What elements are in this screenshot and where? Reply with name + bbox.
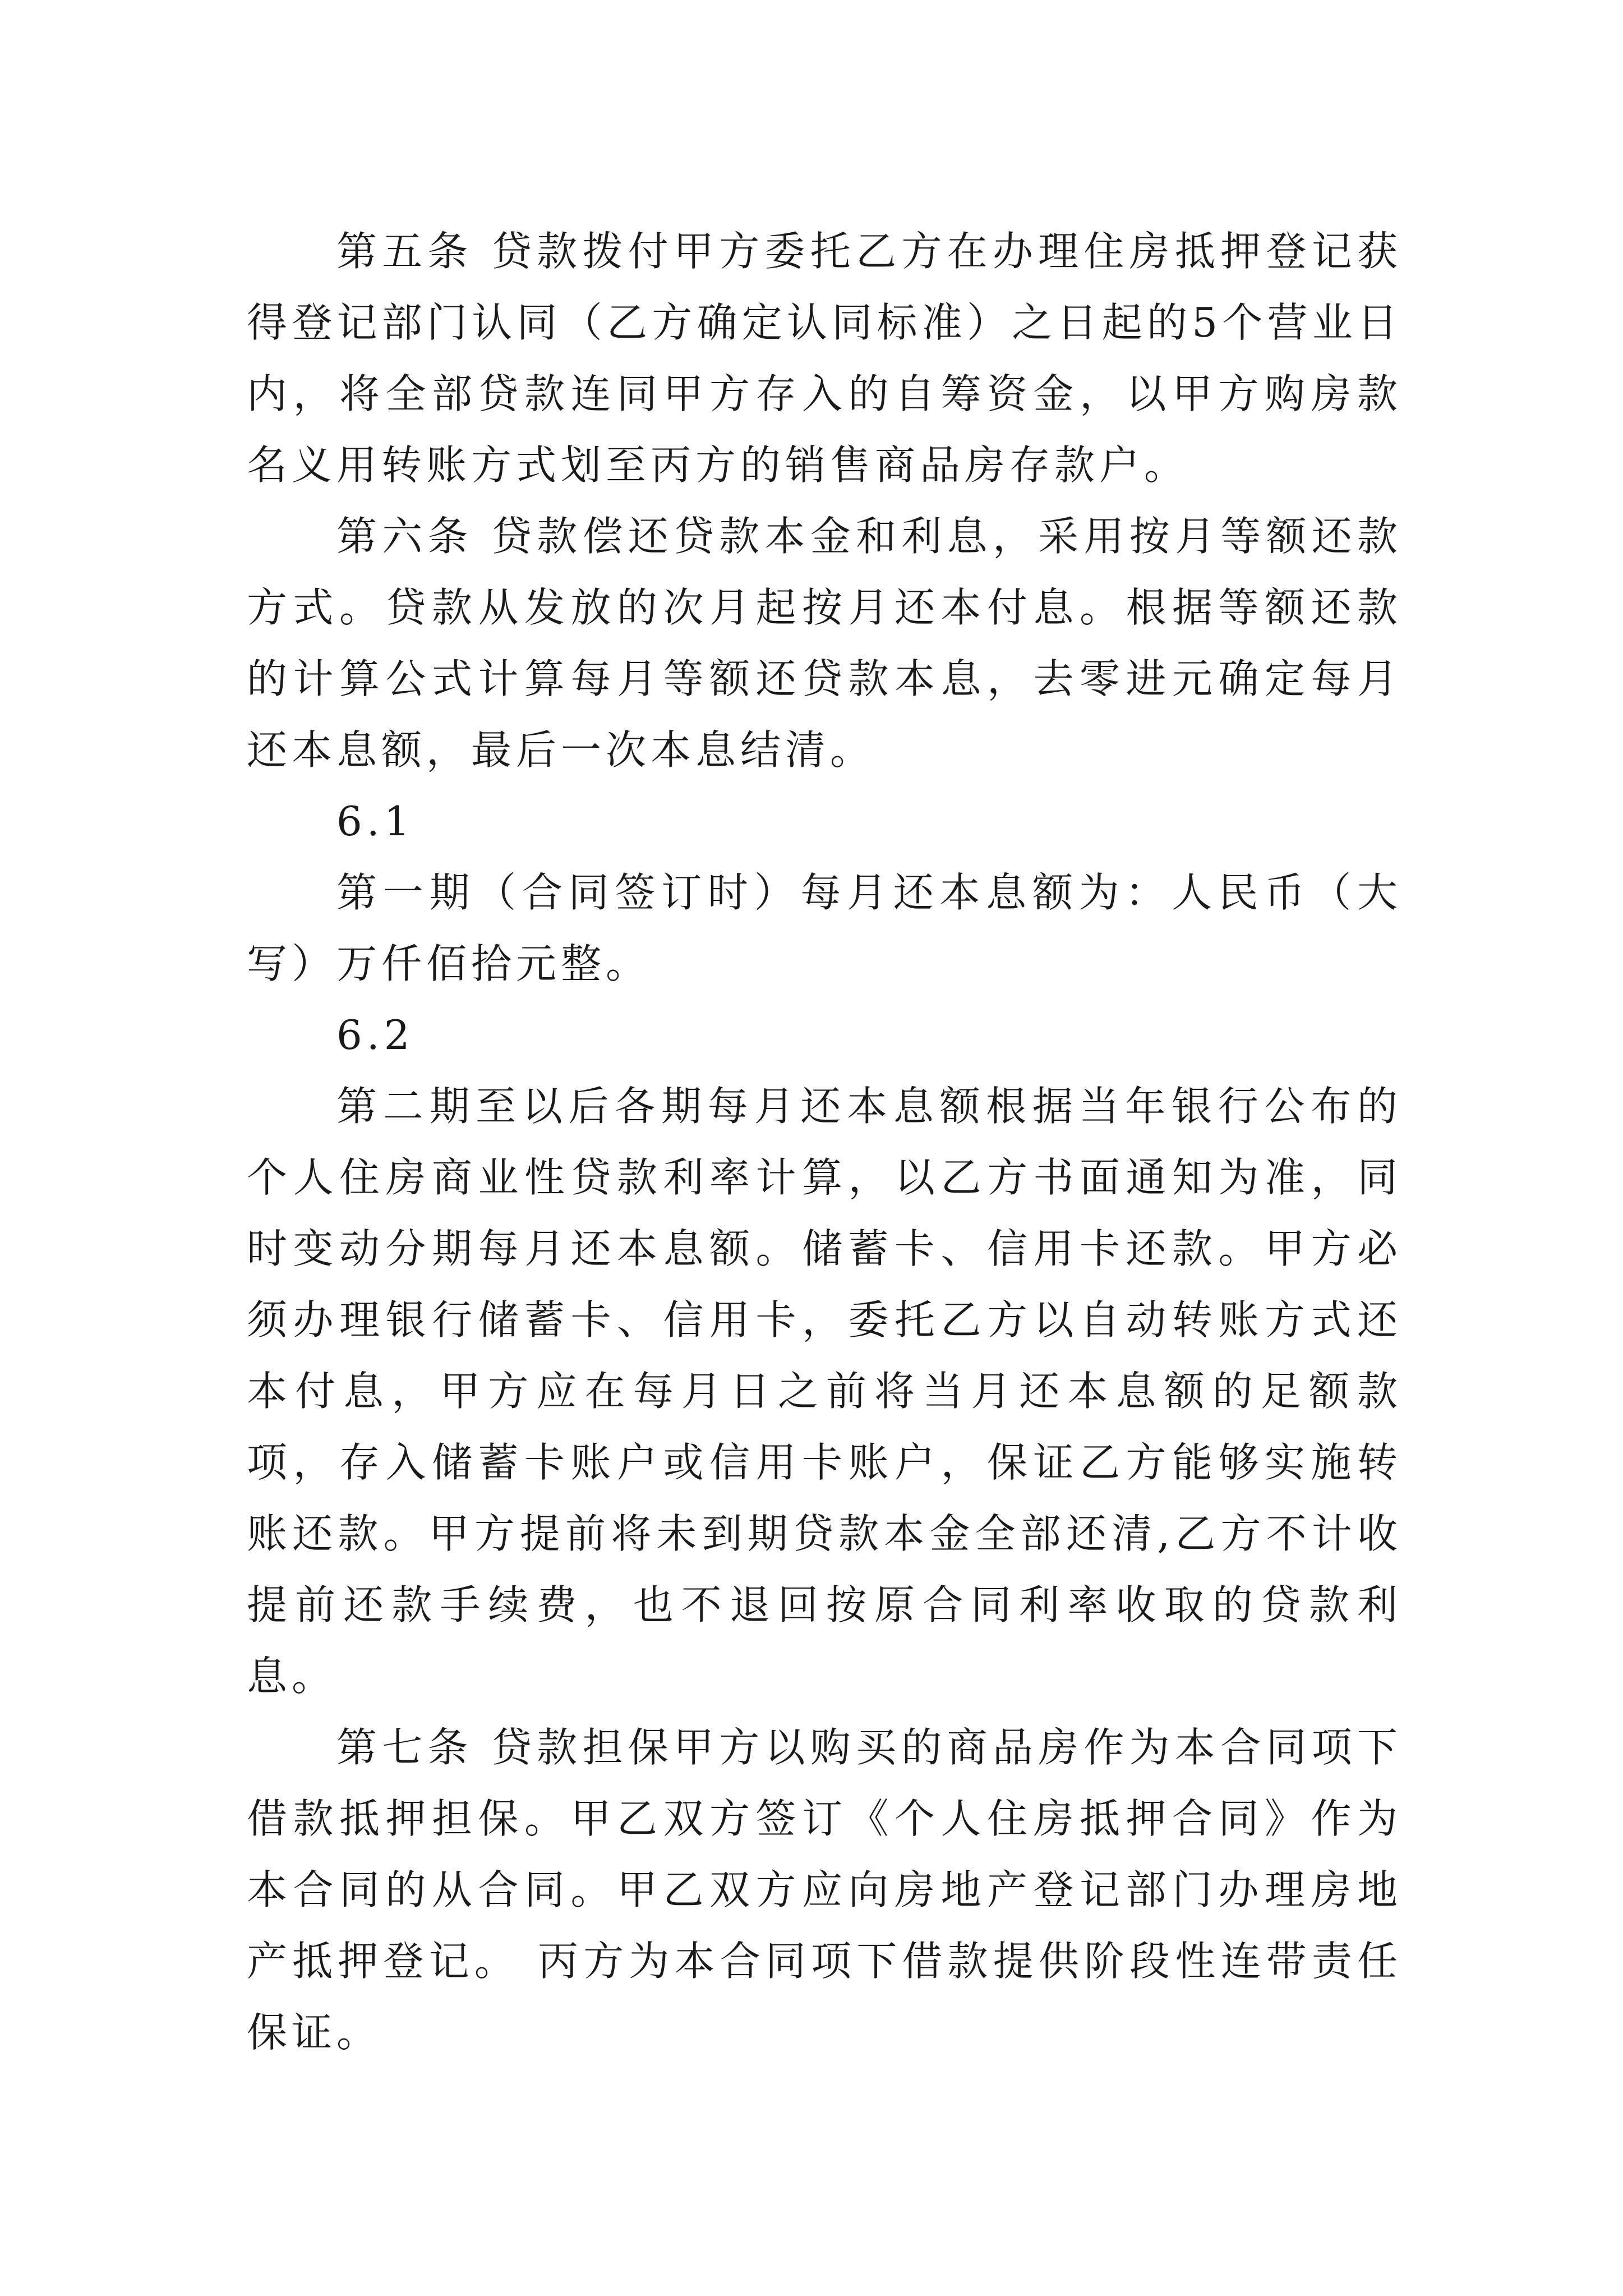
clause-6-2-number: 6.2 bbox=[336, 1011, 414, 1059]
document-body bbox=[247, 216, 1402, 2068]
article-6-paragraph: 第六条 贷款偿还贷款本金和利息，采用按月等额还款方式。贷款从发放的次月起按月还本付息。根据等额还款的计算公式计算每月等额还贷款本息，去零进元确定每月还本息额，最后一次本息结清。 bbox=[247, 513, 1402, 774]
clause-6-1-number: 6.1 bbox=[336, 798, 414, 845]
clause-6-2-text: 第二期至以后各期每月还本息额根据当年银行公布的个人住房商业性贷款利率计算，以乙方书面通知为准，同时变动分期每月还本息额。储蓄卡、信用卡还款。甲方必须办理银行储蓄卡、信用卡，委托乙方以自动转账方式还本付息，甲方应在每月日之前将当月还本息额的足额款项，存入储蓄卡账户或信用卡账户，保证乙方能够实施转账还款。甲方提前将未到期贷款本金全部还清,乙方不计收提前还款手续费，也不退回按原合同利率收取的贷款利息。 bbox=[247, 1083, 1402, 1700]
article-5-paragraph: 第五条 贷款拨付甲方委托乙方在办理住房抵押登记获得登记部门认同（乙方确定认同标准）之日起的5个营业日内，将全部贷款连同甲方存入的自筹资金，以甲方购房款名义用转账方式划至丙方的销售商品房存款户。 bbox=[247, 228, 1402, 489]
clause-6-1-text: 第一期（合同签订时）每月还本息额为：人民币（大写）万仟佰拾元整。 bbox=[247, 869, 1402, 987]
article-7-paragraph: 第七条 贷款担保甲方以购买的商品房作为本合同项下借款抵押担保。甲乙双方签订《个人住房抵押合同》作为本合同的从合同。甲乙双方应向房地产登记部门办理房地产抵押登记。 丙方为本合同项下借款提供阶段性连带责任保证。 bbox=[247, 1724, 1402, 2056]
